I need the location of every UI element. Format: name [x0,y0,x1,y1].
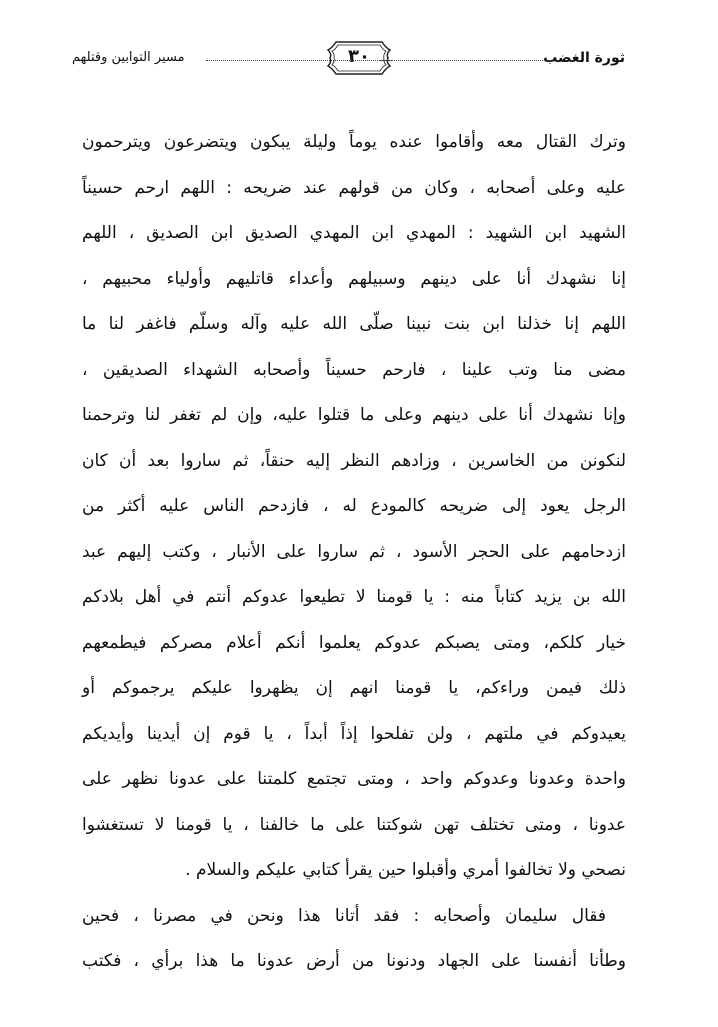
body-text [82,120,626,985]
book-title: ثورة الغضب [543,50,625,66]
running-header [72,38,625,78]
page-number: ٣٠ [348,46,370,67]
text-line: ازدحامهم على الحجر الأسود ، ثم ساروا على الأنبار ، وكتب إليهم عبد [82,541,626,562]
text-line: خيار كلكم، ومتى يصبكم عدوكم يعلموا أنكم أعلام مصركم فيطمعهم [82,632,626,653]
text-line: الله بن يزيد كتاباً منه : يا قومنا لا تطيعوا عدوكم أنتم في أهل بلادكم [82,587,626,607]
text-line: نصحي ولا تخالفوا أمري وأقبلوا حين يقرأ كتابي عليكم والسلام . [185,860,626,880]
text-line: الرجل يعود إلى ضريحه كالمودع له ، فازدحم الناس عليه أكثر من [82,496,626,516]
text-line: يعيدوكم في ملتهم ، ولن تفلحوا إذاً أبداً ، يا قوم إن أيدينا وأيديكم [82,723,626,744]
text-line: عدونا ، ومتى تختلف تهن شوكتنا على ما خالفنا ، يا قومنا لا تستغشوا [82,814,626,835]
text-line: اللهم إنا خذلنا ابن بنت نبينا صلّى الله عليه وآله وسلّم فاغفر لنا ما [82,314,626,334]
text-line: ذلك فيمن وراءكم، يا قومنا انهم إن يظهروا عليكم يرجموكم أو [82,678,626,698]
header-divider-left [206,60,392,61]
text-line: إنا نشهدك أنا على دينهم وسبيلهم وأعداء قاتليهم وأولياء محبيهم ، [82,268,626,289]
text-line: وطأنا أنفسنا على الجهاد ودنونا من أرض عدونا ما هذا برأي ، فكتب [82,951,626,971]
text-line: عليه وعلى أصحابه ، وكان من قولهم عند ضريحه : اللهم ارحم حسيناً [82,177,626,198]
text-line: واحدة وعدونا وعدوكم واحد ، ومتى تجتمع كلمتنا على عدونا نظهر على [82,769,626,789]
header-divider-right [380,60,553,61]
text-line: وترك القتال معه وأقاموا عنده يوماً وليلة يبكون ويتضرعون ويترحمون [82,132,626,152]
text-line: الشهيد ابن الشهيد : المهدي ابن المهدي الصديق ابن الصديق ، اللهم [82,223,626,243]
text-line: وإنا نشهدك أنا على دينهم وعلى ما قتلوا عليه، وإن لم تغفر لنا وترحمنا [82,405,626,425]
text-line: مضى منا وتب علينا ، فارحم حسيناً وأصحابه الشهداء الصديقين ، [82,359,626,380]
text-line: لنكونن من الخاسرين ، وزادهم النظر إليه حنقاً، ثم ساروا بعد أن كان [82,450,626,471]
page-number-frame [324,38,394,78]
chapter-title: مسير التوابين وقتلهم [72,50,185,65]
text-line: فقال سليمان وأصحابه : فقد أتانا هذا ونحن في مصرنا ، فحين [82,905,606,926]
